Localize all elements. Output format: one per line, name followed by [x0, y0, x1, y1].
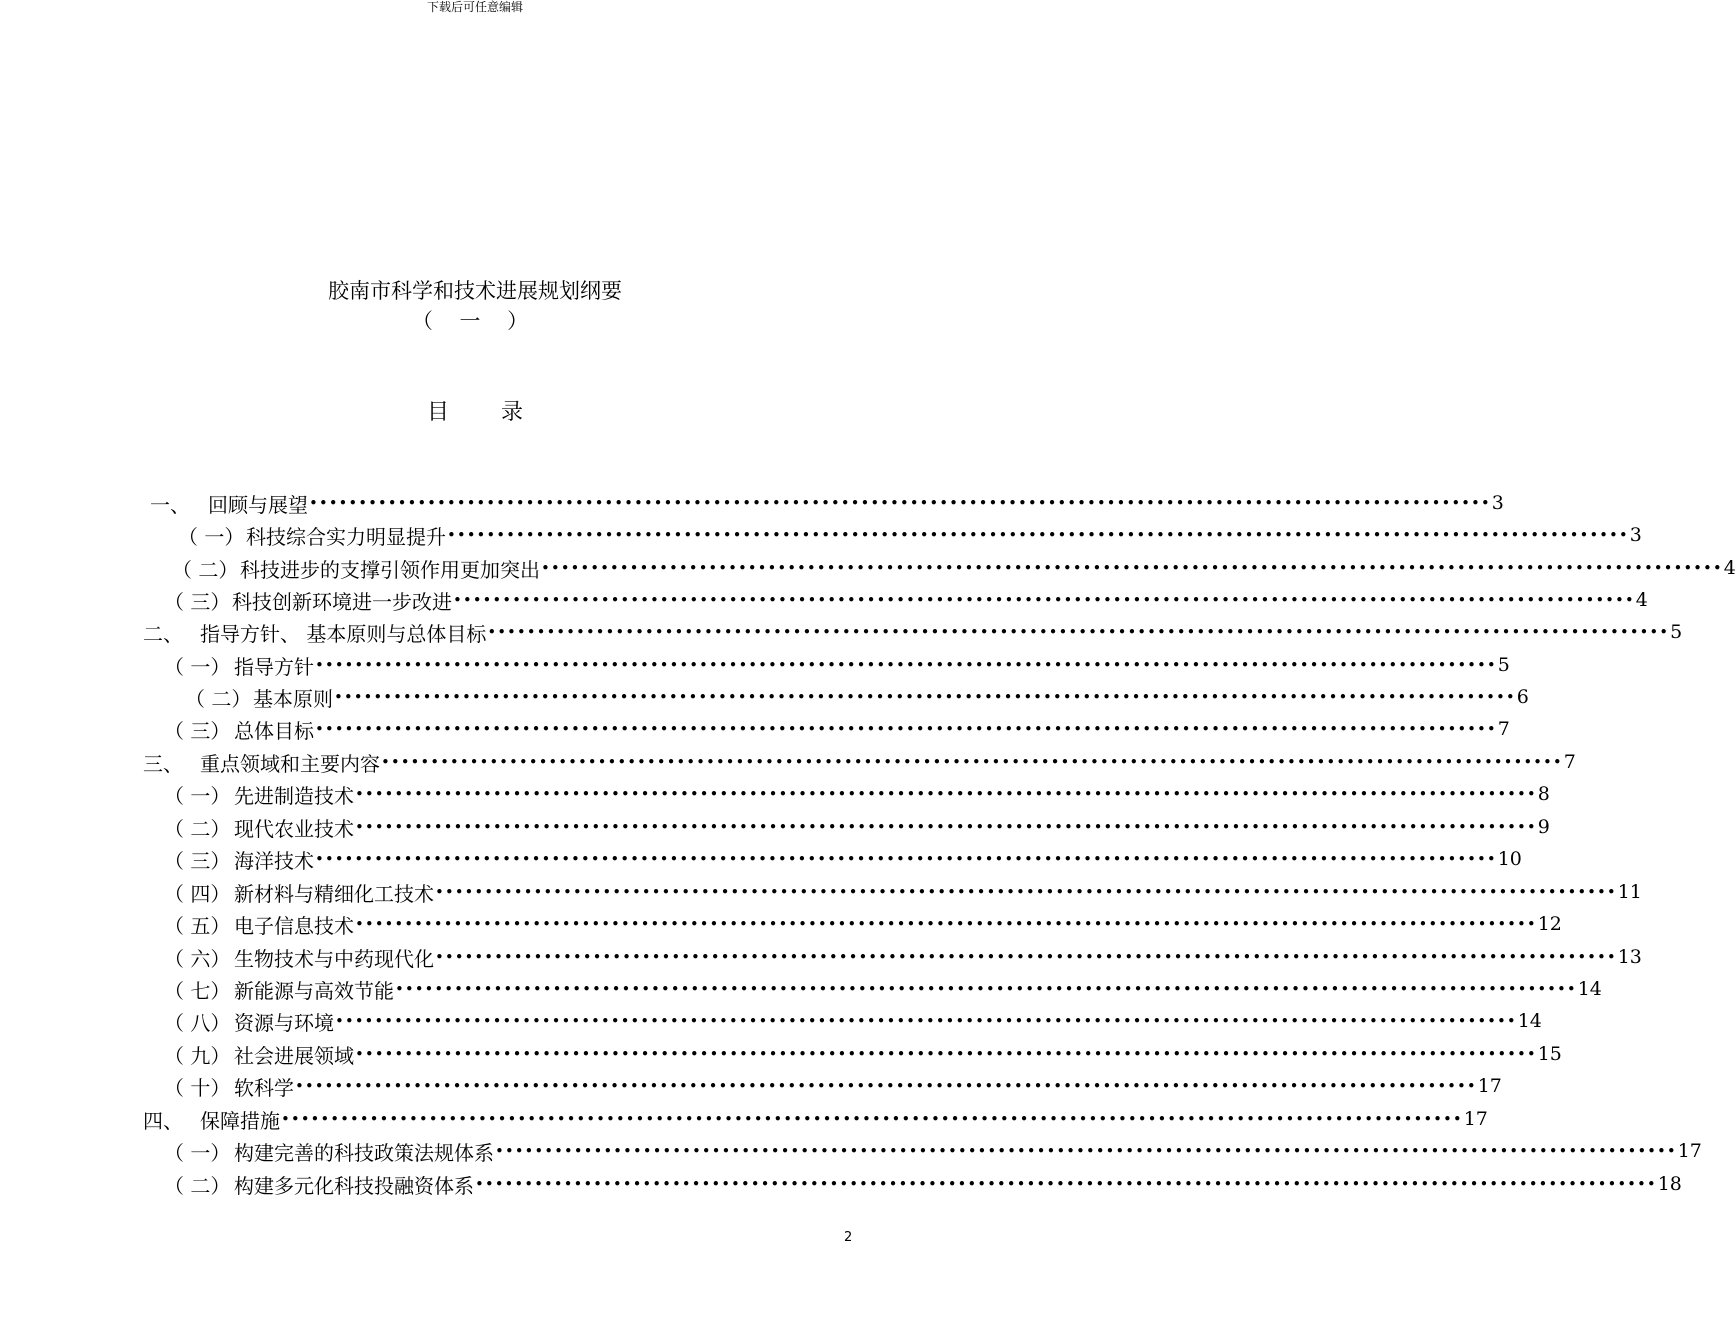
- toc-leader-dots: ••••••••••••••••••••••••••••••••••••••••••••••••••••••••••••••••••••••••••••••••••••••••••••••••••••••••••••••••••••••••: [315, 850, 1497, 868]
- toc-entry[interactable]: [164, 779, 1550, 809]
- toc-entry-label: 电子信息技术: [234, 913, 354, 938]
- toc-entry-label: 构建完善的科技政策法规体系: [234, 1140, 494, 1165]
- toc-entry-page: 13: [1617, 946, 1642, 968]
- toc-leader-dots: ••••••••••••••••••••••••••••••••••••••••••••••••••••••••••••••••••••••••••••••••••••••••••••••••••••••••••••••••••••••••: [281, 1110, 1463, 1128]
- toc-leader-dots: ••••••••••••••••••••••••••••••••••••••••••••••••••••••••••••••••••••••••••••••••••••••••••••••••••••••••••••••••••••••••: [315, 720, 1497, 738]
- toc-entry-label: 生物技术与中药现代化: [234, 946, 434, 971]
- toc-entry-page: 15: [1537, 1043, 1562, 1065]
- toc-entry-page: 3: [1629, 524, 1642, 546]
- toc-leader-dots: ••••••••••••••••••••••••••••••••••••••••••••••••••••••••••••••••••••••••••••••••••••••••••••••••••••••••••••••••••••••••: [435, 883, 1617, 901]
- toc-entry-page: 17: [1677, 1140, 1702, 1162]
- toc-entry-page: 7: [1497, 718, 1510, 740]
- toc-entry[interactable]: [150, 488, 1504, 518]
- toc-entry-label: 资源与环境: [234, 1010, 334, 1035]
- toc-leader-dots: ••••••••••••••••••••••••••••••••••••••••••••••••••••••••••••••••••••••••••••••••••••••••••••••••••••••••••••••••••••••••: [355, 818, 1537, 836]
- toc-entry-label: 海洋技术: [234, 848, 314, 873]
- toc-leader-dots: ••••••••••••••••••••••••••••••••••••••••••••••••••••••••••••••••••••••••••••••••••••••••••••••••••••••••••••••••••••••••: [334, 688, 1516, 706]
- toc-entry-number: （ 一）: [164, 654, 231, 679]
- toc-entry[interactable]: [164, 942, 1642, 972]
- toc-leader-dots: ••••••••••••••••••••••••••••••••••••••••••••••••••••••••••••••••••••••••••••••••••••••••••••••••••••••••••••••••••••••••: [355, 1045, 1537, 1063]
- toc-entry-page: 17: [1463, 1108, 1488, 1130]
- toc-entry-label: 新能源与高效节能: [234, 978, 394, 1003]
- toc-leader-dots: ••••••••••••••••••••••••••••••••••••••••••••••••••••••••••••••••••••••••••••••••••••••••••••••••••••••••••••••••••••••••: [381, 753, 1563, 771]
- toc-heading-left: 目: [426, 400, 449, 425]
- page-number: 2: [844, 1230, 853, 1245]
- toc-entry-label: 科技进步的支撑引领作用更加突出: [240, 557, 540, 582]
- toc-entry-number: （ 一）: [164, 1140, 231, 1165]
- toc-entry-number: （ 四）: [164, 881, 231, 906]
- toc-entry[interactable]: [143, 617, 1683, 647]
- toc-entry-page: 10: [1497, 848, 1522, 870]
- toc-leader-dots: ••••••••••••••••••••••••••••••••••••••••••••••••••••••••••••••••••••••••••••••••••••••••••••••••••••••••••••••••••••••••: [309, 494, 1491, 512]
- toc-entry-label: 科技综合实力明显提升: [246, 524, 446, 549]
- toc-entry[interactable]: [164, 844, 1522, 874]
- toc-entry-number: 四、: [143, 1108, 183, 1133]
- toc-entry-number: （ 二）: [185, 686, 252, 711]
- toc-leader-dots: ••••••••••••••••••••••••••••••••••••••••••••••••••••••••••••••••••••••••••••••••••••••••••••••••••••••••••••••••••••••••: [355, 915, 1537, 933]
- toc-entry[interactable]: [185, 682, 1529, 712]
- toc-heading: [0, 400, 950, 426]
- toc-entry[interactable]: [164, 650, 1510, 680]
- toc-entry-label: 科技创新环境进一步改进: [232, 589, 452, 614]
- toc-entry-label: 总体目标: [234, 718, 314, 743]
- toc-leader-dots: ••••••••••••••••••••••••••••••••••••••••••••••••••••••••••••••••••••••••••••••••••••••••••••••••••••••••••••••••••••••••: [295, 1077, 1477, 1095]
- toc-entry-label: 社会进展领域: [234, 1043, 354, 1068]
- toc-entry[interactable]: [164, 1006, 1542, 1036]
- toc-entry-number: （ 二）: [172, 557, 239, 582]
- toc-entry-page: 5: [1497, 654, 1510, 676]
- toc-entry-number: 一、: [150, 492, 190, 517]
- toc-leader-dots: ••••••••••••••••••••••••••••••••••••••••••••••••••••••••••••••••••••••••••••••••••••••••••••••••••••••••••••••••••••••••: [355, 785, 1537, 803]
- toc-entry-page: 4: [1723, 557, 1736, 579]
- toc-entry-number: （ 九）: [164, 1043, 231, 1068]
- toc-entry-page: 5: [1670, 621, 1683, 643]
- toc-entry-number: （ 三）: [164, 589, 231, 614]
- toc-entry-page: 4: [1635, 589, 1648, 611]
- toc-entry-page: 3: [1491, 492, 1504, 514]
- header-note: 下载后可任意编辑: [426, 0, 523, 14]
- toc-entry[interactable]: [164, 812, 1550, 842]
- toc-entry-page: 14: [1517, 1010, 1542, 1032]
- toc-entry-page: 7: [1563, 751, 1576, 773]
- toc-entry-label: 指导方针: [234, 654, 314, 679]
- toc-leader-dots: ••••••••••••••••••••••••••••••••••••••••••••••••••••••••••••••••••••••••••••••••••••••••••••••••••••••••••••••••••••••••: [487, 623, 1670, 641]
- document-title: 胶南市科学和技术进展规划纲要: [328, 279, 622, 303]
- toc-leader-dots: ••••••••••••••••••••••••••••••••••••••••••••••••••••••••••••••••••••••••••••••••••••••••••••••••••••••••••••••••••••••••: [447, 526, 1629, 544]
- toc-leader-dots: ••••••••••••••••••••••••••••••••••••••••••••••••••••••••••••••••••••••••••••••••••••••••••••••••••••••••••••••••••••••••: [335, 1012, 1517, 1030]
- toc-leader-dots: ••••••••••••••••••••••••••••••••••••••••••••••••••••••••••••••••••••••••••••••••••••••••••••••••••••••••••••••••••••••••: [541, 559, 1723, 577]
- toc-entry-number: （ 十）: [164, 1075, 231, 1100]
- toc-entry-number: （ 二）: [164, 816, 231, 841]
- toc-entry-number: （ 五）: [164, 913, 231, 938]
- toc-entry-page: 18: [1657, 1173, 1682, 1195]
- toc-entry[interactable]: [143, 747, 1576, 777]
- toc-leader-dots: ••••••••••••••••••••••••••••••••••••••••••••••••••••••••••••••••••••••••••••••••••••••••••••••••••••••••••••••••••••••••: [495, 1142, 1677, 1160]
- toc-entry-label: 现代农业技术: [234, 816, 354, 841]
- toc-entry-page: 9: [1537, 816, 1550, 838]
- toc-entry-label: 软科学: [234, 1075, 294, 1100]
- toc-entry-number: （ 二）: [164, 1173, 231, 1198]
- toc-entry-label: 保障措施: [200, 1108, 280, 1133]
- toc-heading-right: 录: [501, 400, 524, 425]
- toc-entry-number: 二、: [143, 621, 183, 646]
- toc-entry-page: 8: [1537, 783, 1550, 805]
- toc-entry-number: （ 三）: [164, 718, 231, 743]
- toc-entry[interactable]: [164, 1169, 1682, 1199]
- toc-entry[interactable]: [164, 714, 1510, 744]
- toc-entry-number: （ 六）: [164, 946, 231, 971]
- toc-entry-label: 回顾与展望: [208, 492, 308, 517]
- toc-entry-label: 重点领域和主要内容: [200, 751, 380, 776]
- toc-entry-label: 基本原则: [253, 686, 333, 711]
- toc-entry-page: 17: [1477, 1075, 1502, 1097]
- toc-entry[interactable]: [164, 1071, 1502, 1101]
- toc-entry[interactable]: [143, 1104, 1488, 1134]
- toc-entry[interactable]: [178, 520, 1642, 550]
- toc-entry-number: （ 一）: [178, 524, 245, 549]
- toc-entry-number: （ 三）: [164, 848, 231, 873]
- toc-entry[interactable]: [164, 1136, 1702, 1166]
- toc-entry-number: （ 八）: [164, 1010, 231, 1035]
- toc-entry-number: （ 七）: [164, 978, 231, 1003]
- toc-leader-dots: ••••••••••••••••••••••••••••••••••••••••••••••••••••••••••••••••••••••••••••••••••••••••••••••••••••••••••••••••••••••••: [435, 948, 1617, 966]
- toc-entry-number: 三、: [143, 751, 183, 776]
- toc-leader-dots: ••••••••••••••••••••••••••••••••••••••••••••••••••••••••••••••••••••••••••••••••••••••••••••••••••••••••••••••••••••••••: [475, 1175, 1657, 1193]
- document-subtitle: （ 一 ）: [411, 309, 539, 333]
- toc-entry-label: 指导方针、 基本原则与总体目标: [200, 621, 487, 646]
- toc-entry-page: 12: [1537, 913, 1562, 935]
- toc-entry[interactable]: [164, 909, 1562, 939]
- toc-entry[interactable]: [164, 585, 1648, 615]
- toc-entry[interactable]: [164, 877, 1642, 907]
- toc-entry-page: 14: [1577, 978, 1602, 1000]
- toc-entry[interactable]: [172, 553, 1736, 583]
- toc-entry-label: 构建多元化科技投融资体系: [234, 1173, 474, 1198]
- toc-entry-page: 11: [1617, 881, 1642, 903]
- toc-entry[interactable]: [164, 1039, 1562, 1069]
- toc-entry[interactable]: [164, 974, 1602, 1004]
- toc-entry-number: （ 一）: [164, 783, 231, 808]
- toc-entry-label: 先进制造技术: [234, 783, 354, 808]
- toc-entry-label: 新材料与精细化工技术: [234, 881, 434, 906]
- toc-leader-dots: ••••••••••••••••••••••••••••••••••••••••••••••••••••••••••••••••••••••••••••••••••••••••••••••••••••••••••••••••••••••••: [315, 656, 1497, 674]
- toc-entry-page: 6: [1516, 686, 1529, 708]
- toc-leader-dots: ••••••••••••••••••••••••••••••••••••••••••••••••••••••••••••••••••••••••••••••••••••••••••••••••••••••••••••••••••••••••: [395, 980, 1577, 998]
- toc-leader-dots: ••••••••••••••••••••••••••••••••••••••••••••••••••••••••••••••••••••••••••••••••••••••••••••••••••••••••••••••••••••••••: [453, 591, 1635, 609]
